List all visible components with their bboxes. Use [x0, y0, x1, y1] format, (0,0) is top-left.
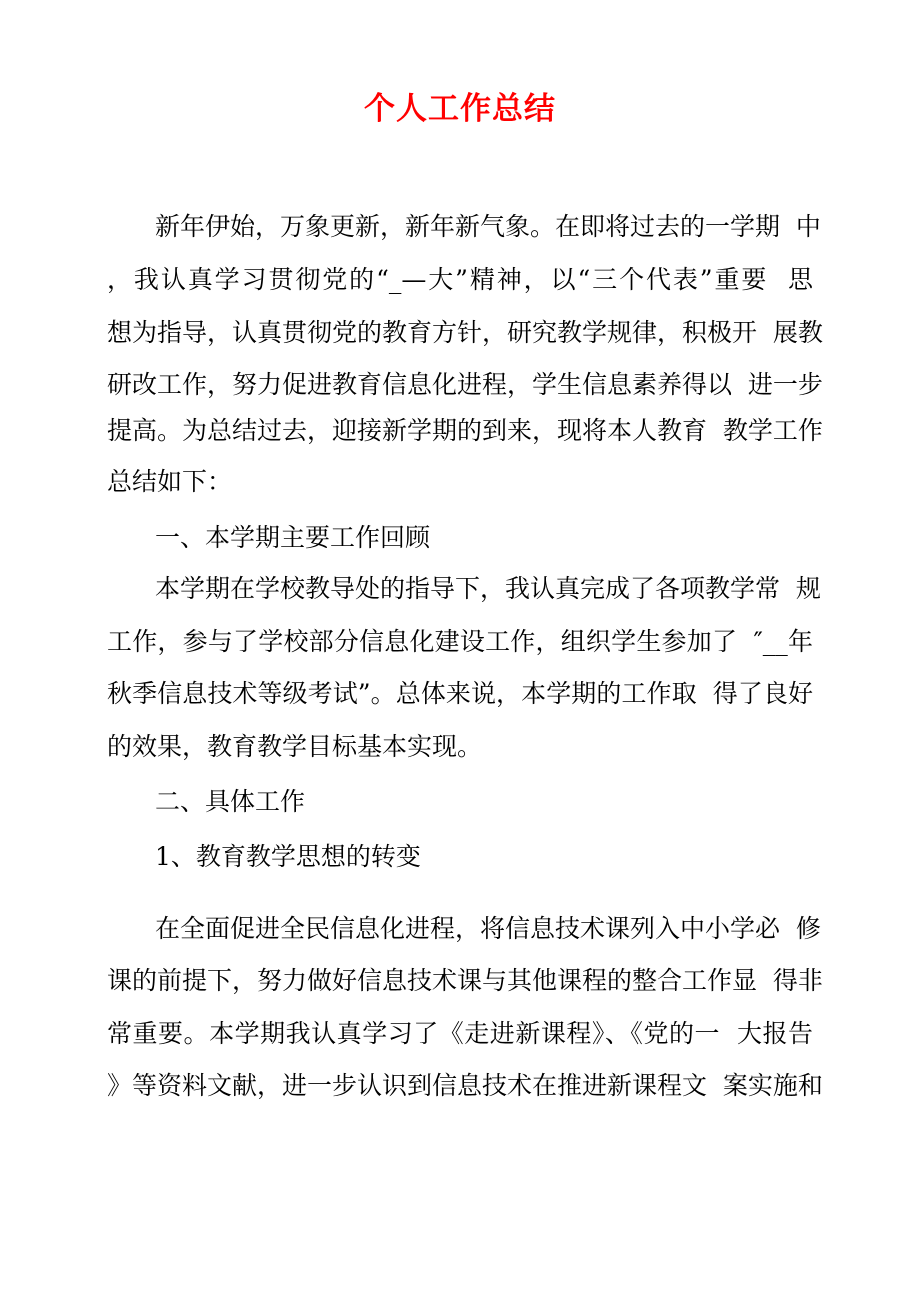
body-line: 的效果，教育教学目标基本实现。 — [107, 732, 483, 761]
body-line: 在全面促进全民信息化进程，将信息技术课列入中小学必 修 — [155, 914, 821, 943]
body-line: 想为指导，认真贯彻党的教育方针，研究教学规律，积极开 展教 — [107, 318, 823, 347]
body-line: 研改工作，努力促进教育信息化进程，学生信息素养得以 进一步 — [107, 370, 823, 399]
body-line: 》等资料文献，进一步认识到信息技术在推进新课程文 案实施和 — [107, 1071, 823, 1100]
body-line: 常重要。本学期我认真学习了《走进新课程》、《党的一 大报告 — [107, 1019, 813, 1048]
document-title: 个人工作总结 — [364, 91, 556, 127]
section-heading: 二、具体工作 — [155, 787, 306, 816]
body-line: 课的前提下，努力做好信息技术课与其他课程的整合工作显 得非 — [107, 966, 823, 995]
body-line: 新年伊始，万象更新，新年新气象。在即将过去的一学期 中 — [155, 212, 821, 241]
body-line: 秋季信息技术等级考试”。总体来说，本学期的工作取 得了良好 — [107, 679, 813, 708]
subsection-heading: 1、教育教学思想的转变 — [155, 842, 421, 871]
section-heading: 一、本学期主要工作回顾 — [155, 523, 431, 552]
body-line: 工作，参与了学校部分信息化建设工作，组织学生参加了 ″__年 — [107, 627, 813, 656]
body-line: 总结如下： — [107, 467, 233, 496]
body-line: 提高。为总结过去，迎接新学期的到来，现将本人教育 教学工作 — [107, 416, 823, 445]
body-line: 本学期在学校教导处的指导下，我认真完成了各项教学常 规 — [155, 574, 821, 603]
body-line: ，我认真学习贯彻党的“_—大”精神，以“三个代表”重要 思 — [107, 265, 813, 294]
